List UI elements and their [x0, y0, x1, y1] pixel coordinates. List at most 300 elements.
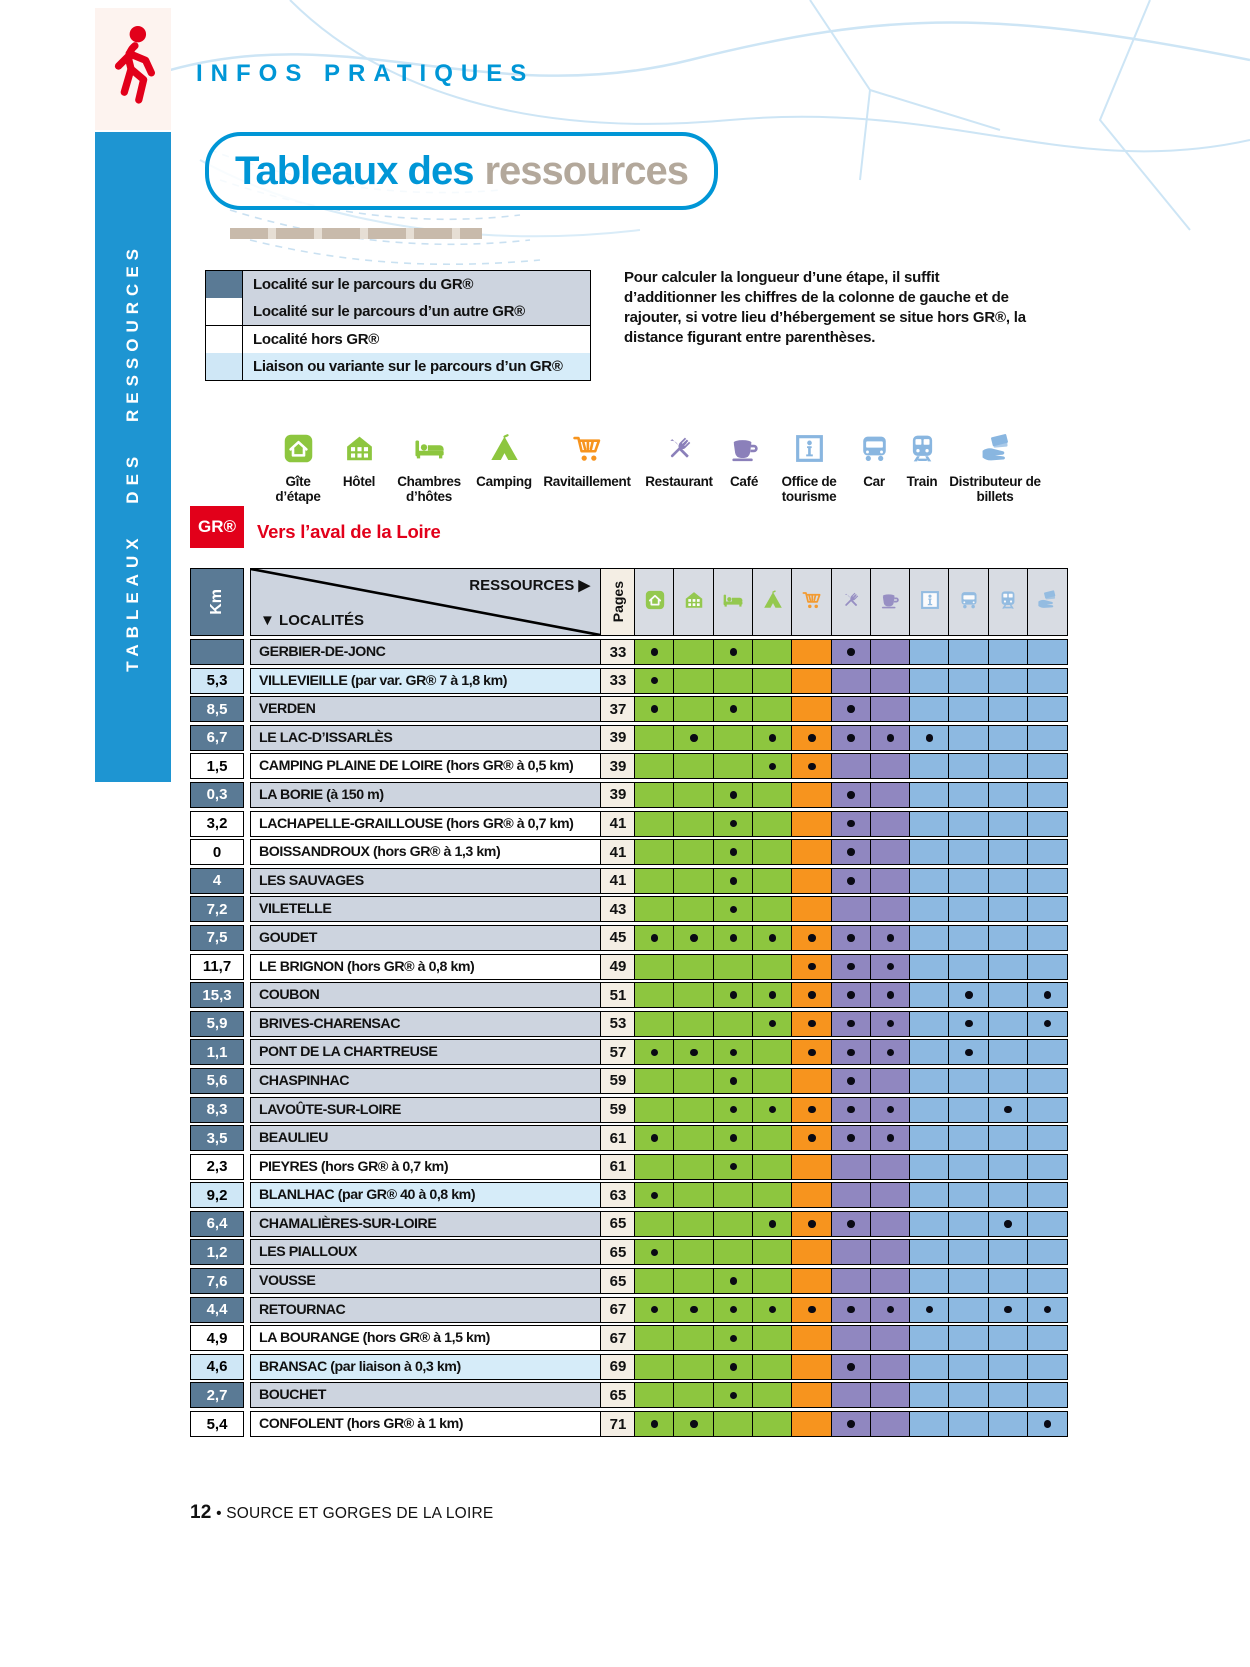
- km-cell: 6,7: [190, 725, 244, 751]
- resource-cell-cafe: [870, 896, 911, 922]
- resource-cell-cafe: [870, 1182, 911, 1208]
- legend-color-swatch: [206, 326, 243, 353]
- locality-cell: CAMPING PLAINE DE LOIRE (hors GR® à 0,5 km): [250, 753, 600, 779]
- camping-icon: [488, 432, 521, 470]
- km-cell: 2,7: [190, 1382, 244, 1408]
- availability-dot: [847, 820, 855, 828]
- availability-dot: [651, 934, 659, 942]
- resource-cell-chambres: [713, 1039, 754, 1065]
- page-cell: 33: [600, 668, 636, 694]
- resource-cell-hotel: [673, 1182, 714, 1208]
- legend-row: [205, 297, 591, 326]
- resource-cell-hotel: [673, 668, 714, 694]
- availability-dot: [847, 1363, 855, 1371]
- resource-cell-chambres: [713, 925, 754, 951]
- resource-cell-camping: [752, 811, 793, 837]
- resource-cell-chambres: [713, 1097, 754, 1123]
- resource-cell-ravitaillement: [791, 1268, 832, 1294]
- legend-label: Localité sur le parcours du GR®: [243, 271, 590, 298]
- resource-cell-chambres: [713, 1125, 754, 1151]
- page-footer: [190, 1502, 493, 1524]
- resource-cell-hotel: [673, 753, 714, 779]
- resource-cell-hotel: [673, 811, 714, 837]
- resource-cell-camping: [752, 696, 793, 722]
- resource-cell-restaurant: [831, 1239, 872, 1265]
- resource-cell-ravitaillement: [791, 1097, 832, 1123]
- resource-cell-office: [909, 753, 950, 779]
- hiker-logo-box: [95, 8, 171, 130]
- car-icon: [958, 589, 980, 616]
- page-cell: 67: [600, 1297, 636, 1323]
- resource-cell-distributeur: [1027, 639, 1068, 665]
- availability-dot: [730, 1134, 738, 1142]
- resource-cell-restaurant: [831, 1154, 872, 1180]
- resource-cell-hotel: [673, 839, 714, 865]
- resource-cell-camping: [752, 954, 793, 980]
- resource-cell-gite: [634, 1297, 675, 1323]
- resource-cell-distributeur: [1027, 868, 1068, 894]
- availability-dot: [808, 734, 816, 742]
- availability-dot: [847, 1020, 855, 1028]
- office-icon: [793, 432, 826, 470]
- resource-cell-restaurant: [831, 1039, 872, 1065]
- table-row: [190, 725, 1068, 751]
- legend-label: Liaison ou variante sur le parcours d’un GR®: [243, 353, 590, 380]
- legend-row: [205, 270, 591, 299]
- table-row: [190, 811, 1068, 837]
- availability-dot: [847, 963, 855, 971]
- resource-cell-distributeur: [1027, 1182, 1068, 1208]
- availability-dot: [847, 877, 855, 885]
- resource-cell-gite: [634, 1125, 675, 1151]
- resource-cell-gite: [634, 1154, 675, 1180]
- resource-cell-hotel: [673, 1325, 714, 1351]
- resource-cell-train: [988, 696, 1029, 722]
- resource-cell-train: [988, 1011, 1029, 1037]
- resources-header-label: RESSOURCES ▶: [469, 577, 590, 594]
- resource-cell-restaurant: [831, 896, 872, 922]
- availability-dot: [847, 1049, 855, 1057]
- resource-legend-label: Gîte d’étape: [275, 474, 321, 505]
- availability-dot: [730, 877, 738, 885]
- table-row: [190, 868, 1068, 894]
- resource-cell-restaurant: [831, 1097, 872, 1123]
- table-row: [190, 782, 1068, 808]
- availability-dot: [651, 1420, 659, 1428]
- locality-cell: LA BOURANGE (hors GR® à 1,5 km): [250, 1325, 600, 1351]
- availability-dot: [887, 1020, 895, 1028]
- ravitaillement-icon: [571, 432, 604, 470]
- availability-dot: [1044, 1420, 1052, 1428]
- page-cell: 39: [600, 725, 636, 751]
- resource-cell-hotel: [673, 1211, 714, 1237]
- availability-dot: [887, 934, 895, 942]
- resource-cell-cafe: [870, 868, 911, 894]
- resource-cell-hotel: [673, 1154, 714, 1180]
- resource-cell-chambres: [713, 868, 754, 894]
- km-cell: 4,4: [190, 1297, 244, 1323]
- resource-cell-train: [988, 1182, 1029, 1208]
- availability-dot: [1044, 1020, 1052, 1028]
- resource-cell-camping: [752, 1211, 793, 1237]
- resource-cell-office: [909, 1354, 950, 1380]
- table-row: [190, 1297, 1068, 1323]
- column-header-ravitaillement-icon: [791, 568, 832, 636]
- resource-cell-train: [988, 954, 1029, 980]
- resource-cell-office: [909, 1411, 950, 1437]
- locality-cell: PONT DE LA CHARTREUSE: [250, 1039, 600, 1065]
- resource-cell-camping: [752, 896, 793, 922]
- resource-cell-cafe: [870, 1325, 911, 1351]
- resource-cell-office: [909, 1211, 950, 1237]
- resource-cell-office: [909, 1125, 950, 1151]
- availability-dot: [847, 1220, 855, 1228]
- train-icon: [997, 589, 1019, 616]
- availability-dot: [847, 1420, 855, 1428]
- resource-cell-distributeur: [1027, 725, 1068, 751]
- availability-dot: [847, 1306, 855, 1314]
- resource-cell-hotel: [673, 1039, 714, 1065]
- table-row: [190, 668, 1068, 694]
- resource-cell-chambres: [713, 896, 754, 922]
- resource-cell-hotel: [673, 1268, 714, 1294]
- column-header-hotel-icon: [673, 568, 714, 636]
- legend-row: [205, 325, 591, 354]
- resource-cell-gite: [634, 1411, 675, 1437]
- resource-legend-label: Office de tourisme: [781, 474, 837, 505]
- availability-dot: [651, 705, 659, 713]
- locality-cell: VILETELLE: [250, 896, 600, 922]
- resource-cell-ravitaillement: [791, 782, 832, 808]
- locality-cell: BRIVES-CHARENSAC: [250, 1011, 600, 1037]
- locality-cell: VERDEN: [250, 696, 600, 722]
- resource-cell-hotel: [673, 1125, 714, 1151]
- resource-cell-gite: [634, 696, 675, 722]
- resource-cell-cafe: [870, 1154, 911, 1180]
- resource-cell-restaurant: [831, 1354, 872, 1380]
- resource-cell-ravitaillement: [791, 982, 832, 1008]
- sidebar-vertical-label: TABLEAUX DES RESSOURCES: [123, 242, 142, 672]
- resource-cell-hotel: [673, 1297, 714, 1323]
- resource-cell-restaurant: [831, 639, 872, 665]
- column-header-cafe-icon: [870, 568, 911, 636]
- resource-cell-train: [988, 668, 1029, 694]
- resource-cell-hotel: [673, 639, 714, 665]
- down-arrow-icon: ▼: [260, 612, 275, 629]
- availability-dot: [887, 1049, 895, 1057]
- km-cell: 5,6: [190, 1068, 244, 1094]
- resource-cell-camping: [752, 725, 793, 751]
- resource-cell-hotel: [673, 868, 714, 894]
- availability-dot: [887, 1106, 895, 1114]
- page-cell: 53: [600, 1011, 636, 1037]
- resource-cell-ravitaillement: [791, 811, 832, 837]
- right-arrow-icon: ▶: [578, 577, 590, 594]
- train-icon: [906, 432, 939, 470]
- resource-cell-train: [988, 1154, 1029, 1180]
- resource-cell-gite: [634, 1354, 675, 1380]
- hiker-icon: [104, 21, 162, 117]
- resource-cell-restaurant: [831, 1011, 872, 1037]
- restaurant-icon: [663, 432, 696, 470]
- resource-cell-ravitaillement: [791, 1068, 832, 1094]
- footer-separator: •: [216, 1505, 222, 1522]
- resource-cell-ravitaillement: [791, 954, 832, 980]
- locality-cell: LA BORIE (à 150 m): [250, 782, 600, 808]
- availability-dot: [847, 705, 855, 713]
- resource-cell-chambres: [713, 639, 754, 665]
- km-cell: 11,7: [190, 954, 244, 980]
- resource-cell-car: [948, 1411, 989, 1437]
- page-cell: 37: [600, 696, 636, 722]
- resource-cell-distributeur: [1027, 1125, 1068, 1151]
- resource-cell-office: [909, 868, 950, 894]
- table-row: [190, 925, 1068, 951]
- availability-dot: [769, 763, 777, 771]
- km-cell: 5,4: [190, 1411, 244, 1437]
- resource-legend-item: [948, 432, 1042, 504]
- resource-cell-car: [948, 1097, 989, 1123]
- availability-dot: [808, 1020, 816, 1028]
- resource-cell-restaurant: [831, 696, 872, 722]
- km-cell: 7,2: [190, 896, 244, 922]
- resource-cell-camping: [752, 1268, 793, 1294]
- resource-cell-restaurant: [831, 925, 872, 951]
- page-cell: 59: [600, 1097, 636, 1123]
- resource-cell-chambres: [713, 1382, 754, 1408]
- resource-cell-car: [948, 925, 989, 951]
- resource-cell-chambres: [713, 1154, 754, 1180]
- resource-cell-camping: [752, 982, 793, 1008]
- resource-cell-ravitaillement: [791, 1411, 832, 1437]
- cafe-icon: [879, 589, 901, 616]
- resource-cell-distributeur: [1027, 668, 1068, 694]
- resource-cell-camping: [752, 868, 793, 894]
- resource-cell-chambres: [713, 782, 754, 808]
- availability-dot: [690, 1049, 698, 1057]
- resource-cell-distributeur: [1027, 954, 1068, 980]
- resource-cell-car: [948, 1382, 989, 1408]
- availability-dot: [690, 1306, 698, 1314]
- resource-cell-gite: [634, 925, 675, 951]
- resource-cell-distributeur: [1027, 1411, 1068, 1437]
- resource-cell-restaurant: [831, 753, 872, 779]
- locality-cell: BOUCHET: [250, 1382, 600, 1408]
- availability-dot: [730, 820, 738, 828]
- resource-cell-ravitaillement: [791, 839, 832, 865]
- resource-cell-hotel: [673, 954, 714, 980]
- resource-cell-camping: [752, 1039, 793, 1065]
- pages-header-label: Pages: [610, 581, 626, 623]
- resource-cell-gite: [634, 725, 675, 751]
- page-cell: 45: [600, 925, 636, 951]
- resource-legend-label: Ravitaillement: [543, 474, 631, 489]
- resource-cell-car: [948, 896, 989, 922]
- table-row: [190, 982, 1068, 1008]
- resource-cell-train: [988, 896, 1029, 922]
- resource-cell-restaurant: [831, 868, 872, 894]
- resource-legend-item: [769, 432, 849, 504]
- resource-cell-gite: [634, 1011, 675, 1037]
- resource-cell-distributeur: [1027, 1011, 1068, 1037]
- resource-cell-chambres: [713, 1011, 754, 1037]
- column-header-office-icon: [909, 568, 950, 636]
- resource-cell-car: [948, 868, 989, 894]
- resource-cell-cafe: [870, 1297, 911, 1323]
- km-cell: 7,6: [190, 1268, 244, 1294]
- resource-cell-restaurant: [831, 725, 872, 751]
- resource-cell-hotel: [673, 1382, 714, 1408]
- resource-cell-office: [909, 1097, 950, 1123]
- decorative-scale-bar: [230, 228, 482, 239]
- resource-cell-office: [909, 696, 950, 722]
- resource-cell-camping: [752, 1182, 793, 1208]
- legend-label: Localité hors GR®: [243, 326, 590, 353]
- column-header-distributeur-icon: [1027, 568, 1068, 636]
- resource-cell-gite: [634, 753, 675, 779]
- column-header-camping-icon: [752, 568, 793, 636]
- resource-cell-gite: [634, 896, 675, 922]
- resource-cell-car: [948, 811, 989, 837]
- table-row: [190, 1154, 1068, 1180]
- resource-cell-chambres: [713, 1068, 754, 1094]
- resource-legend-item: [722, 432, 766, 489]
- resource-cell-car: [948, 982, 989, 1008]
- km-cell: 0,3: [190, 782, 244, 808]
- table-row: [190, 839, 1068, 865]
- resource-cell-office: [909, 1011, 950, 1037]
- hotel-icon: [343, 432, 376, 470]
- page-cell: 41: [600, 811, 636, 837]
- resource-cell-distributeur: [1027, 925, 1068, 951]
- car-icon: [858, 432, 891, 470]
- legend-row: [205, 352, 591, 381]
- resource-cell-distributeur: [1027, 1068, 1068, 1094]
- resource-cell-ravitaillement: [791, 1382, 832, 1408]
- availability-dot: [847, 848, 855, 856]
- resource-cell-restaurant: [831, 782, 872, 808]
- locality-cell: CONFOLENT (hors GR® à 1 km): [250, 1411, 600, 1437]
- resource-cell-office: [909, 668, 950, 694]
- resource-cell-office: [909, 954, 950, 980]
- legend-color-swatch: [206, 271, 243, 298]
- resource-legend-label: Distributeur de billets: [949, 474, 1041, 505]
- resource-cell-car: [948, 839, 989, 865]
- page-cell: 41: [600, 839, 636, 865]
- resource-cell-car: [948, 668, 989, 694]
- resource-cell-cafe: [870, 1097, 911, 1123]
- resource-cell-cafe: [870, 839, 911, 865]
- availability-dot: [651, 1306, 659, 1314]
- locality-cell: VOUSSE: [250, 1268, 600, 1294]
- column-header-car-icon: [948, 568, 989, 636]
- availability-dot: [730, 906, 738, 914]
- availability-dot: [690, 934, 698, 942]
- resource-cell-gite: [634, 782, 675, 808]
- resource-cell-gite: [634, 668, 675, 694]
- resource-cell-cafe: [870, 696, 911, 722]
- availability-dot: [730, 991, 738, 999]
- resource-cell-hotel: [673, 1239, 714, 1265]
- resource-cell-cafe: [870, 639, 911, 665]
- availability-dot: [808, 1106, 816, 1114]
- table-row: [190, 753, 1068, 779]
- resource-cell-cafe: [870, 753, 911, 779]
- resource-cell-car: [948, 1211, 989, 1237]
- resource-cell-cafe: [870, 954, 911, 980]
- resource-cell-office: [909, 1182, 950, 1208]
- availability-dot: [1044, 991, 1052, 999]
- availability-dot: [769, 734, 777, 742]
- km-cell: 15,3: [190, 982, 244, 1008]
- pages-header-cell: [600, 568, 636, 636]
- km-header-cell: [190, 568, 244, 636]
- availability-dot: [651, 648, 659, 656]
- resource-cell-ravitaillement: [791, 639, 832, 665]
- resource-cell-chambres: [713, 1325, 754, 1351]
- resource-cell-chambres: [713, 1211, 754, 1237]
- resource-legend-item: [333, 432, 385, 489]
- resource-cell-gite: [634, 982, 675, 1008]
- resource-cell-restaurant: [831, 1268, 872, 1294]
- resource-cell-cafe: [870, 1125, 911, 1151]
- resource-cell-camping: [752, 925, 793, 951]
- resource-cell-chambres: [713, 811, 754, 837]
- resource-cell-train: [988, 1068, 1029, 1094]
- availability-dot: [651, 677, 659, 685]
- legend-color-swatch: [206, 298, 243, 325]
- locality-cell: GERBIER-DE-JONC: [250, 639, 600, 665]
- resource-cell-cafe: [870, 1382, 911, 1408]
- distributeur-icon: [1036, 589, 1058, 616]
- availability-dot: [847, 734, 855, 742]
- resource-cell-car: [948, 1125, 989, 1151]
- resource-cell-chambres: [713, 839, 754, 865]
- resource-cell-train: [988, 1125, 1029, 1151]
- resource-cell-office: [909, 1068, 950, 1094]
- resource-cell-distributeur: [1027, 1325, 1068, 1351]
- legend-table: [205, 272, 591, 381]
- resource-cell-hotel: [673, 896, 714, 922]
- resource-cell-hotel: [673, 1411, 714, 1437]
- availability-dot: [887, 1306, 895, 1314]
- availability-dot: [730, 1363, 738, 1371]
- resource-legend-item: [538, 432, 636, 489]
- availability-dot: [1004, 1106, 1012, 1114]
- resource-cell-train: [988, 868, 1029, 894]
- resource-cell-restaurant: [831, 1211, 872, 1237]
- availability-dot: [887, 1134, 895, 1142]
- resource-cell-cafe: [870, 1211, 911, 1237]
- resource-cell-train: [988, 1268, 1029, 1294]
- column-header-restaurant-icon: [831, 568, 872, 636]
- km-cell: [190, 639, 244, 665]
- resource-cell-ravitaillement: [791, 1125, 832, 1151]
- resource-cell-hotel: [673, 1068, 714, 1094]
- locality-cell: BEAULIEU: [250, 1125, 600, 1151]
- resource-cell-cafe: [870, 1354, 911, 1380]
- resource-cell-car: [948, 1354, 989, 1380]
- resource-cell-ravitaillement: [791, 725, 832, 751]
- availability-dot: [887, 734, 895, 742]
- resource-cell-car: [948, 753, 989, 779]
- resource-cell-car: [948, 1039, 989, 1065]
- resource-cell-car: [948, 725, 989, 751]
- resource-cell-train: [988, 982, 1029, 1008]
- resource-cell-train: [988, 1297, 1029, 1323]
- page-cell: 49: [600, 954, 636, 980]
- resource-cell-camping: [752, 753, 793, 779]
